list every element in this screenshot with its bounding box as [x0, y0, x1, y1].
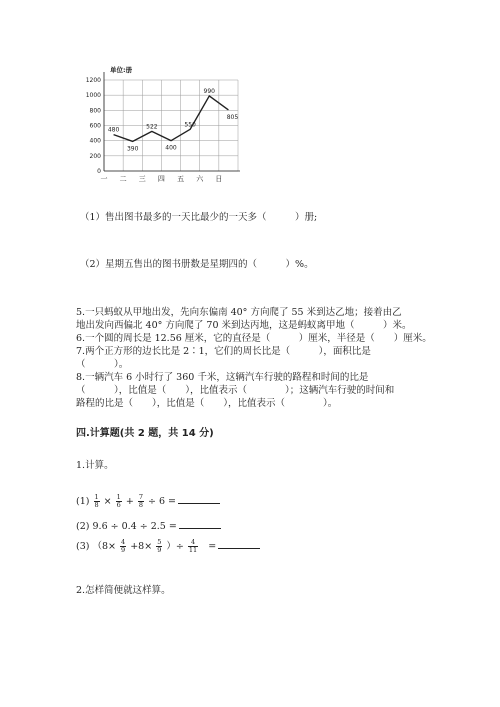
expression-tail: ÷ 6 =	[148, 496, 177, 507]
section-4-title: 四.计算题(共 2 题，共 14 分)	[76, 428, 214, 439]
expression-1-label: (1)	[76, 496, 90, 507]
problem-5-line-2: 地出发向西偏北 40° 方向爬了 70 米到达丙地，这是蚂蚁离甲地（ ）米。	[76, 320, 412, 331]
expression-2-body: 9.6 ÷ 0.4 ÷ 2.5 =	[92, 521, 177, 532]
x-tick-label: 一	[100, 175, 108, 183]
data-label: 550	[184, 121, 196, 129]
fraction-numerator: 4	[188, 539, 198, 547]
operator: ×	[103, 496, 112, 507]
fraction	[156, 539, 162, 554]
answer-blank[interactable]	[179, 528, 221, 529]
expression-part: =	[208, 541, 217, 552]
data-label: 522	[146, 123, 158, 131]
fraction-denominator: 11	[188, 546, 198, 554]
chart-svg	[80, 62, 250, 187]
fraction-denominator: 8	[94, 501, 99, 509]
expression-part: （8×	[92, 541, 117, 552]
y-tick-label: 200	[89, 152, 101, 160]
fraction-denominator: 8	[138, 501, 143, 509]
fraction	[94, 494, 100, 509]
expression-3-label: (3)	[76, 541, 90, 552]
fraction-denominator: 9	[157, 546, 162, 554]
line-chart	[80, 62, 250, 187]
y-tick-label: 1000	[85, 92, 101, 100]
y-tick-label: 1200	[85, 77, 101, 84]
x-tick-label: 五	[177, 175, 185, 183]
expression-2	[76, 520, 221, 533]
expression-1	[76, 494, 220, 509]
x-tick-label: 二	[119, 175, 127, 183]
x-tick-label: 六	[196, 175, 204, 183]
data-label: 990	[203, 87, 216, 95]
problem-7-line-1: 7.两个正方形的边长比是 2∶1，它们的周长比是（ ），面积比是	[76, 346, 371, 357]
fraction	[188, 539, 198, 554]
answer-blank[interactable]	[178, 503, 220, 504]
question-1: （1）售出图书最多的一天比最少的一天多（ ）册;	[80, 212, 318, 223]
data-label: 805	[226, 113, 239, 121]
chart-unit-label: 单位:册	[110, 66, 133, 74]
fraction-numerator: 7	[138, 493, 143, 501]
data-label: 400	[165, 144, 177, 152]
problem-8-line-3: 路程的比是（ ），比值是（ ），比值表示（ ）。	[76, 398, 338, 409]
operator: +	[125, 496, 134, 507]
y-tick-label: 400	[89, 137, 101, 145]
fraction	[116, 494, 122, 509]
fraction	[120, 539, 126, 554]
data-label: 390	[126, 145, 139, 153]
x-tick-label: 三	[138, 175, 146, 183]
x-tick-label: 日	[215, 175, 223, 183]
answer-blank[interactable]	[218, 548, 260, 549]
y-tick-label: 600	[89, 122, 101, 130]
problem-8-line-2: （ ），比值是（ ），比值表示（ ）；这辆汽车行驶的时间和	[76, 385, 395, 396]
fraction-numerator: 1	[116, 493, 121, 501]
fraction-denominator: 9	[121, 546, 126, 554]
fraction-denominator: 6	[116, 501, 121, 509]
series-line	[114, 96, 229, 142]
fraction-numerator: 1	[94, 493, 99, 501]
expression-part: ）÷	[166, 541, 184, 552]
fraction	[138, 494, 144, 509]
question-2: （2）星期五售出的图书册数是星期四的（ ）%。	[80, 259, 314, 270]
y-tick-label: 800	[89, 107, 101, 115]
y-tick-label: 0	[97, 168, 101, 175]
x-tick-label: 四	[157, 175, 165, 183]
data-label: 480	[107, 126, 120, 134]
problem-6: 6.一个圆的周长是 12.56 厘米，它的直径是（ ）厘米，半径是（ ）厘米。	[76, 333, 432, 344]
expression-3	[76, 539, 260, 554]
problem-8-line-1: 8.一辆汽车 6 小时行了 360 千米，这辆汽车行驶的路程和时间的比是	[76, 372, 369, 383]
question-2-intro: 2.怎样简便就这样算。	[76, 585, 171, 596]
fraction-numerator: 5	[157, 538, 162, 546]
expression-part: +8×	[130, 541, 153, 552]
expression-2-label: (2)	[76, 521, 90, 532]
problem-7-line-2: （ ）。	[76, 359, 129, 370]
calc-intro: 1.计算。	[76, 460, 114, 471]
fraction-numerator: 4	[121, 538, 126, 546]
problem-5-line-1: 5.一只蚂蚁从甲地出发，先向东偏南 40° 方向爬了 55 米到达乙地；接着由乙	[76, 307, 402, 318]
